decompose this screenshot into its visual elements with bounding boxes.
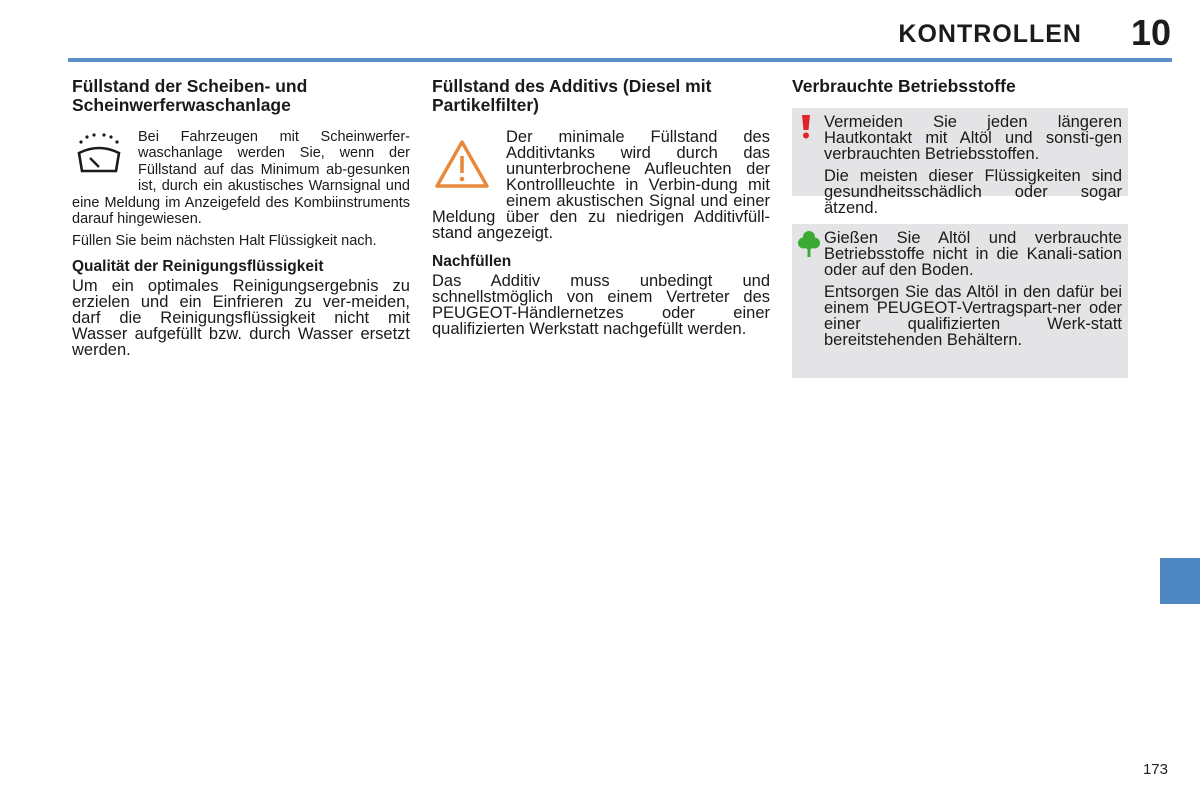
warning-triangle-icon (434, 139, 490, 194)
chapter-title: KONTROLLEN (898, 20, 1082, 48)
note-text: Gießen Sie Altöl und verbrauchte Betriebsstoffe nicht in die Kanali-sation oder auf den Boden. (824, 229, 1122, 279)
body-text: Der minimale Füllstand des Additivtanks wird durch das ununterbrochene Aufleuchten der Kontrollleuchte in Verbin-dung mit einem akustischen Signal und einer Meldung über den zu niedrigen Additivfüll-stand angezeigt. (432, 128, 770, 242)
column-washer-fluid (72, 77, 410, 358)
note-text: Vermeiden Sie jeden längeren Hautkontakt mit Altöl und sonsti-gen verbrauchten Betriebsstoffen. (824, 113, 1122, 163)
note-text: Die meisten dieser Flüssigkeiten sind gesundheitsschädlich oder sogar ätzend. (824, 167, 1122, 217)
body-text: Bei Fahrzeugen mit Scheinwerfer-waschanlage werden Sie, wenn der Füllstand auf das Minimum ab-gesunken ist, durch ein akustisches Warnsignal und eine Meldung im Anzeigefeld des Kombiinstruments darauf hingewiesen. (72, 129, 410, 228)
column-used-fluids (792, 77, 1128, 378)
subsection-heading: Nachfüllen (432, 253, 512, 270)
environment-note-box (792, 224, 1128, 378)
environment-tree-icon (798, 230, 820, 263)
page-number: 173 (1142, 761, 1168, 778)
chapter-number: 10 (1130, 12, 1172, 53)
exclamation-icon (798, 114, 814, 145)
washer-fluid-icon (72, 131, 126, 186)
body-text: Füllen Sie beim nächsten Halt Flüssigkeit nach. (72, 233, 377, 250)
chapter-thumb-tab (1160, 558, 1200, 604)
header-rule (68, 58, 1172, 62)
note-text: Entsorgen Sie das Altöl in den dafür bei einem PEUGEOT-Vertragspart-ner oder einer qualifizierten Werk-statt bereitstehenden Behältern. (824, 283, 1122, 349)
caution-note-box (792, 108, 1128, 217)
body-text: Das Additiv muss unbedingt und schnellstmöglich von einem Vertreter des PEUGEOT-Händlernetzes oder einer qualifizierten Werkstatt nachgefüllt werden. (432, 272, 770, 338)
column-additive (432, 77, 770, 337)
section-body (72, 129, 410, 250)
section-heading: Verbrauchte Betriebsstoffe (792, 76, 1016, 96)
body-text: Um ein optimales Reinigungsergebnis zu erzielen und ein Einfrieren zu ver-meiden, darf die Reinigungsflüssigkeit nicht mit Wasser aufgefüllt bzw. durch Wasser ersetzt werden. (72, 276, 410, 359)
section-heading: Füllstand der Scheiben- und Scheinwerferwaschanlage (72, 76, 308, 115)
subsection-heading: Qualität der Reinigungsflüssigkeit (72, 257, 324, 275)
section-heading: Füllstand des Additivs (Diesel mit Partikelfilter) (432, 76, 712, 115)
